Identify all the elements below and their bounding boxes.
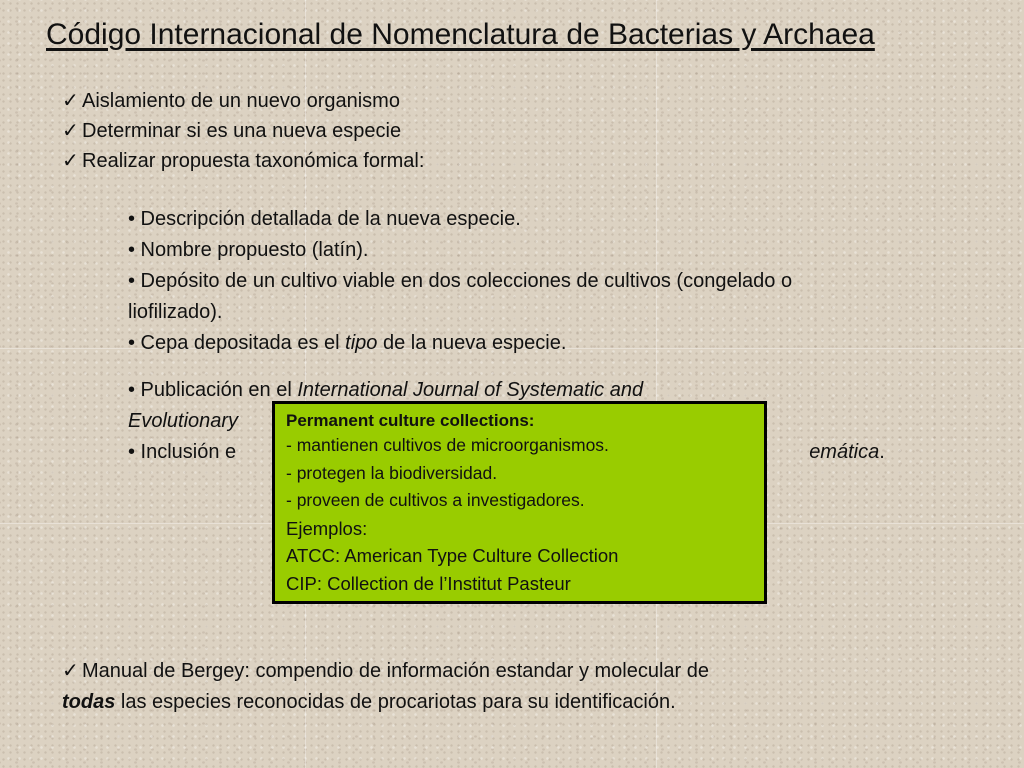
emphasis-text: emática	[809, 441, 880, 463]
checklist-item-label: Realizar propuesta taxonómica formal:	[82, 150, 425, 172]
requirement-item: • Nombre propuesto (latín).	[128, 239, 369, 261]
checklist-item	[62, 86, 424, 116]
checkmark-icon: ✓	[62, 660, 79, 682]
checklist-item	[62, 116, 424, 146]
checkmark-icon: ✓	[62, 150, 79, 172]
publication-text: .	[879, 441, 885, 463]
checkmark-icon: ✓	[62, 90, 79, 112]
emphasis-text: tipo	[345, 332, 378, 354]
requirement-text: • Cepa depositada es el	[128, 332, 346, 354]
callout-heading: Permanent culture collections:	[286, 411, 535, 430]
callout-item: - protegen la biodiversidad.	[286, 462, 498, 483]
checklist	[62, 86, 424, 176]
proposal-requirements	[128, 204, 848, 359]
journal-name: International Journal of Systematic and	[297, 379, 644, 401]
requirement-item: • Depósito de un cultivo viable en dos colecciones de cultivos (congelado o liofilizado).	[128, 270, 793, 323]
requirement-text: de la nueva especie.	[377, 332, 567, 354]
bergey-manual-note	[62, 656, 962, 718]
checklist-item	[62, 146, 424, 176]
checkmark-icon: ✓	[62, 120, 79, 142]
requirement-item	[128, 328, 848, 359]
checklist-item-label: Aislamiento de un nuevo organismo	[82, 90, 400, 112]
callout-item: - mantienen cultivos de microorganismos.	[286, 435, 609, 455]
culture-collections-callout	[272, 401, 767, 604]
publication-text: • Publicación en el	[128, 379, 298, 401]
journal-name-continued: Evolutionary	[128, 410, 239, 432]
example-item: CIP: Collection de l’Institut Pasteur	[286, 572, 571, 594]
bergey-text: las especies reconocidas de procariotas para su identificación.	[115, 691, 676, 713]
slide-title: Código Internacional de Nomenclatura de Bacterias y Archaea	[46, 18, 875, 51]
bergey-text: Manual de Bergey: compendio de información estandar y molecular de	[82, 660, 710, 682]
examples-label: Ejemplos:	[286, 517, 368, 539]
publication-text: • Inclusión e	[128, 441, 237, 463]
requirement-item: • Descripción detallada de la nueva especie.	[128, 208, 521, 230]
checklist-item-label: Determinar si es una nueva especie	[82, 120, 402, 142]
emphasis-text: todas	[62, 691, 116, 713]
example-item: ATCC: American Type Culture Collection	[286, 545, 619, 566]
callout-item: - proveen de cultivos a investigadores.	[286, 490, 585, 510]
